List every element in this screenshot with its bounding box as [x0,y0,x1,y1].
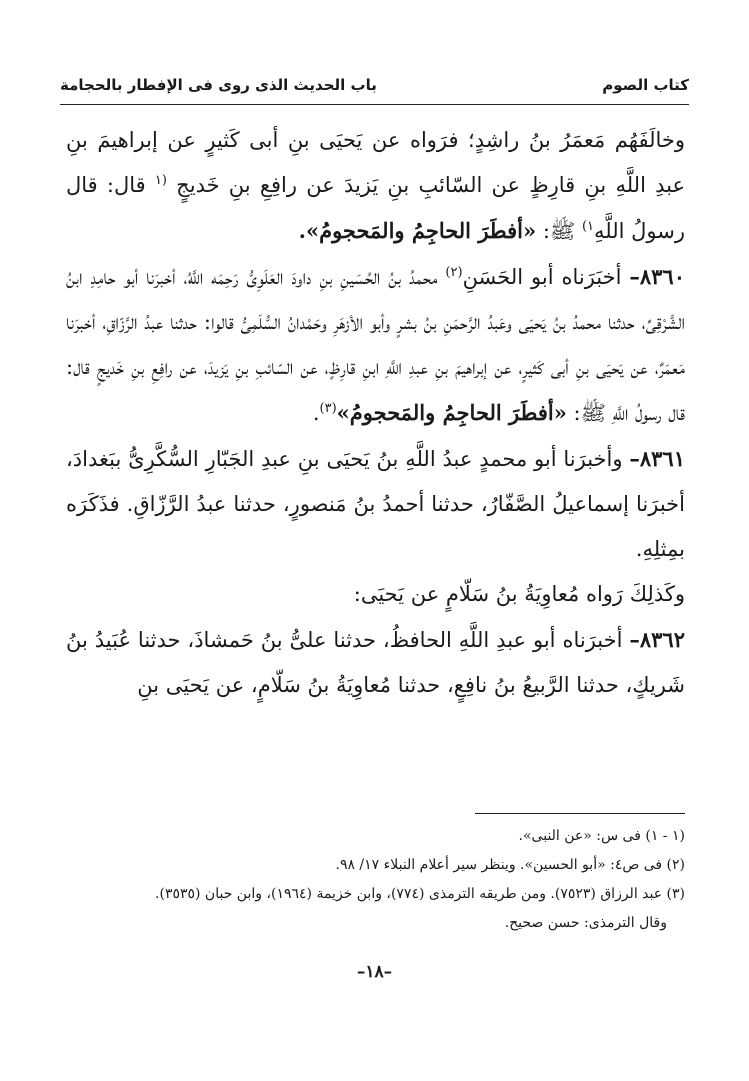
footnote-ref: (١ [154,173,167,188]
paragraph-transition [66,572,685,617]
footnote-2: (٢) فى ص٤: «أبو الحسين». وينظر سير أعلام النبلاء ١٧/ ٩٨. [335,857,685,873]
book-title: كتاب الصوم [602,76,689,94]
hadith-matn: «أفطَرَ الحاجِمُ والمَحجومُ» [336,400,567,425]
paragraph-text: وأخبرَنا أبو محمدٍ عبدُ اللَّهِ بنُ يَحيَى بنِ عبدِ الجَبّارِ السُّكَّرِىُّ ببَغدادَ، أخبرَنا إسماعيلُ الصَّفّارُ، حدثنا أحمدُ بنُ مَنصورٍ، حدثنا عبدُ الرَّزّاقِ. فذَكَرَه بمِثلِهِ. [66,447,685,561]
main-text [66,118,685,708]
hadith-matn: «أفطَرَ الحاجِمُ والمَحجومُ». [298,218,537,243]
footnote-ref: (٣) [319,401,337,416]
footnote-3: (٣) عبد الرزاق (٧٥٢٣). ومن طريقه الترمذى (٧٧٤)، وابن خزيمة (١٩٦٤)، وابن حبان (٣٥٣٥). [155,886,685,902]
footnote-3-continuation: وقال الترمذى: حسن صحيح. [504,915,667,931]
hadith-8362 [66,617,685,708]
paragraph-text: قال: قال رسولُ اللَّهِ [66,173,685,243]
running-header [60,68,689,102]
paragraph-text: محمدُ بنُ الحُسَينِ بنِ داودَ العَلَوِىُّ رَحِمَه اللَّهُ، أخبرَنا أبو حامِدِ ابنُ الشَّرْقِىِّ، حدثنا محمدُ بنُ يَحيَى وعَبدُ الرَّحمَنِ بنُ بشرٍ وأبو الأزهَرِ وحَمْدانُ السُّلَمِىُّ قالوا: حدثنا عبدُ الرَّزّاقِ، أخبرَنا مَعمَرٌ، عن يَحيَى بنِ أبى كَثيرٍ، عن إبراهيمَ بنِ عبدِ اللَّهِ ابنِ قارِظٍ، عن السّائبِ بنِ يَزيدَ، عن رافِعِ بنِ خَديجٍ قال: قال رسولُ اللَّهِ ﷺ: [66,265,685,425]
footnote-1: (١ - ١) فى س: «عن النبى». [518,828,685,844]
header-divider [60,104,689,105]
salawat-text: ﷺ: [542,219,576,243]
paragraph-text: أخبرَناه أبو عبدِ اللَّهِ الحافظُ، حدثنا علىُّ بنُ حَمشاذَ، حدثنا عُبَيدُ بنُ شَريكٍ، حدثنا الرَّبيعُ بنُ نافِعٍ، حدثنا مُعاوِيَةُ بنُ سَلّامٍ، عن يَحيَى بنِ [66,628,685,697]
hadith-8361 [66,436,685,572]
paragraph-1 [66,118,685,254]
hadith-number: ٨٣٦١– [629,446,685,471]
footnote-ref: (٢) [445,265,463,280]
paragraph-text: أخبَرَناه أبو الحَسَنِ [462,265,622,289]
hadith-number: ٨٣٦٢– [629,627,685,652]
page-number: –١٨– [356,962,393,982]
hadith-8360 [66,254,685,436]
hadith-number: ٨٣٦٠– [629,264,685,289]
footnote-ref: ١) [581,219,595,234]
paragraph-text: وكَذلِكَ رَواه مُعاوِيَةُ بنُ سَلّامٍ عن يَحيَى: [353,582,685,606]
footnotes [66,822,685,938]
footnote-divider [475,813,685,814]
paragraph-text: وخالَفَهُم مَعمَرُ بنُ راشِدٍ؛ فرَواه عن يَحيَى بنِ أبى كَثيرٍ عن إبراهيمَ بنِ عبدِ اللَّهِ بنِ قارِظٍ عن السّائبِ بنِ يَزيدَ عن رافِعِ بنِ خَديجٍ [66,128,686,197]
paragraph-end: . [312,401,320,425]
chapter-title: باب الحديث الذى روى فى الإفطار بالحجامة [60,76,377,94]
